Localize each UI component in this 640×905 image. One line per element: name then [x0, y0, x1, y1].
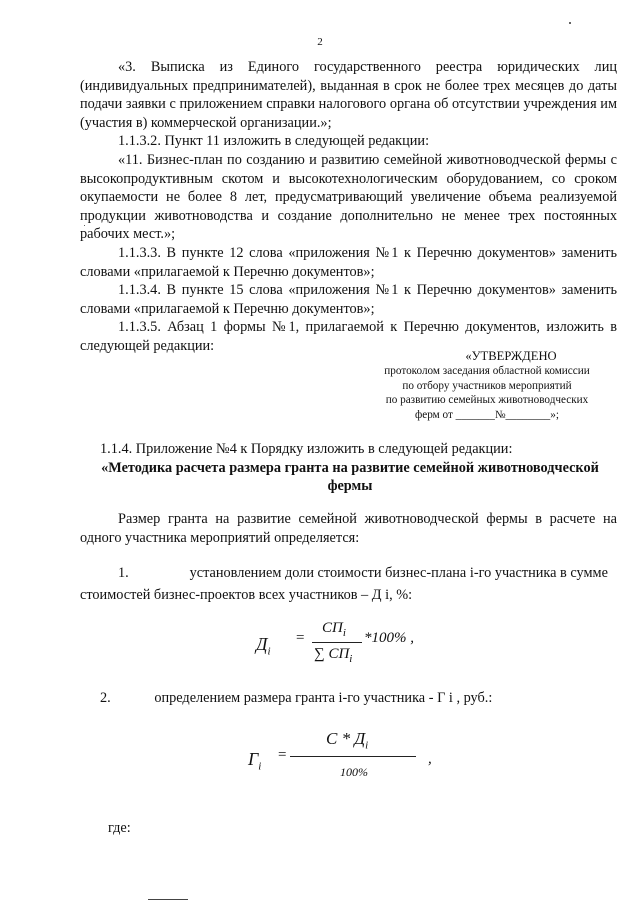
approval-line: по развитию семейных животноводческих: [385, 394, 589, 407]
method-item-1-text: установлением доли стоимости бизнес-плана i-го участника в сумме: [189, 565, 608, 581]
formula1-lhs-symbol: Д: [256, 634, 268, 654]
section-heading: [80, 459, 620, 496]
paragraph-item-1-1-3-3: 1.1.3.3. В пункте 12 слова «приложения №1 к Перечню документов» заменить словами «прилагаемой к Перечню документов»;: [80, 244, 617, 280]
formula1-fraction-bar: [312, 642, 362, 643]
method-intro: [80, 510, 617, 547]
method-item-1-line2: стоимостей бизнес-проектов всех участников – Д i, %:: [80, 587, 413, 603]
formula2-numerator-symbol: С * Д: [326, 729, 366, 748]
approval-line: протоколом заседания областной комиссии: [384, 365, 590, 377]
formula1-denominator-sub: i: [349, 653, 353, 665]
paragraph-extract: «3. Выписка из Единого государственного реестра юридических лиц (индивидуальных предпринимателей), выданная в срок не более трех месяцев до даты подачи заявки с приложением справки налогового органа об отсутствии учреждения им (участия в) коммерческой организации.»;: [80, 59, 617, 131]
scan-speck: [569, 22, 571, 24]
section-heading-line1: «Методика расчета размера гранта на развитие семейной животноводческой: [101, 459, 599, 476]
formula2-fraction-bar: [290, 756, 416, 757]
formula2-lhs: [248, 749, 261, 773]
method-item-2-number: 2.: [100, 690, 111, 706]
formula1-tail: *100% ,: [364, 630, 414, 646]
body-text: [80, 58, 617, 356]
formula2-lhs-symbol: Г: [248, 749, 259, 769]
method-item-2-text: определением размера гранта i-го участника - Г i , руб.:: [154, 690, 493, 706]
paragraph-business-plan: «11. Бизнес-план по созданию и развитию семейной животноводческой фермы с высокопродуктивным скотом и высокотехнологическим оборудованием, со сроком окупаемости не более 8 лет, предусматривающий увеличение объема реализуемой продукции животноводства и создание дополнительно не менее трех постоянных рабочих мест.»;: [80, 151, 617, 243]
section-1-1-4: [80, 440, 620, 496]
section-intro: 1.1.4. Приложение №4 к Порядку изложить в следующей редакции:: [100, 441, 513, 457]
method-item-1-line1: [80, 562, 617, 584]
formula1-lhs: [256, 634, 271, 658]
page-number: 2: [317, 36, 323, 48]
formula1-denominator: [314, 646, 352, 665]
paragraph-item-1-1-3-2: 1.1.3.2. Пункт 11 изложить в следующей редакции:: [118, 133, 430, 150]
method-item-2: [100, 690, 620, 707]
formula2-denominator: 100%: [340, 765, 368, 779]
method-item-1: [80, 562, 617, 606]
paragraph-item-1-1-3-5: 1.1.3.5. Абзац 1 формы №1, прилагаемой к Перечню документов, изложить в следующей редакции:: [80, 319, 617, 354]
formula2-eq: =: [278, 747, 287, 763]
paragraph-item-1-1-3-4: 1.1.3.4. В пункте 15 слова «приложения №1 к Перечню документов» заменить словами «прилагаемой к Перечню документов»;: [80, 282, 617, 317]
scan-line-artifact: [148, 899, 188, 900]
method-intro-text: Размер гранта на развитие семейной животноводческой фермы в расчете на одного участника мероприятий определяется:: [80, 511, 617, 546]
formula2-numerator: [326, 729, 368, 751]
formula2-tail: ,: [428, 751, 432, 767]
approval-line: по отбору участников мероприятий: [402, 379, 572, 392]
formula1-eq: =: [296, 630, 305, 646]
scan-speck: [84, 225, 85, 226]
formula1-lhs-sub: i: [267, 645, 271, 658]
approval-line: ферм от _______№________»;: [415, 408, 559, 421]
approval-stamp: [352, 348, 622, 422]
formula1-numerator-symbol: СП: [322, 620, 343, 636]
formula2-numerator-sub: i: [365, 739, 369, 752]
formula1-numerator: [322, 620, 346, 639]
formula1-denominator-symbol: ∑ СП: [314, 646, 350, 662]
method-item-1-number: 1.: [118, 565, 129, 581]
section-heading-line2: фермы: [327, 478, 373, 495]
where-label: где:: [108, 820, 131, 836]
formula1-numerator-sub: i: [342, 627, 346, 639]
formula2-lhs-sub: i: [258, 760, 262, 773]
approval-title: «УТВЕРЖДЕНО: [465, 349, 557, 363]
